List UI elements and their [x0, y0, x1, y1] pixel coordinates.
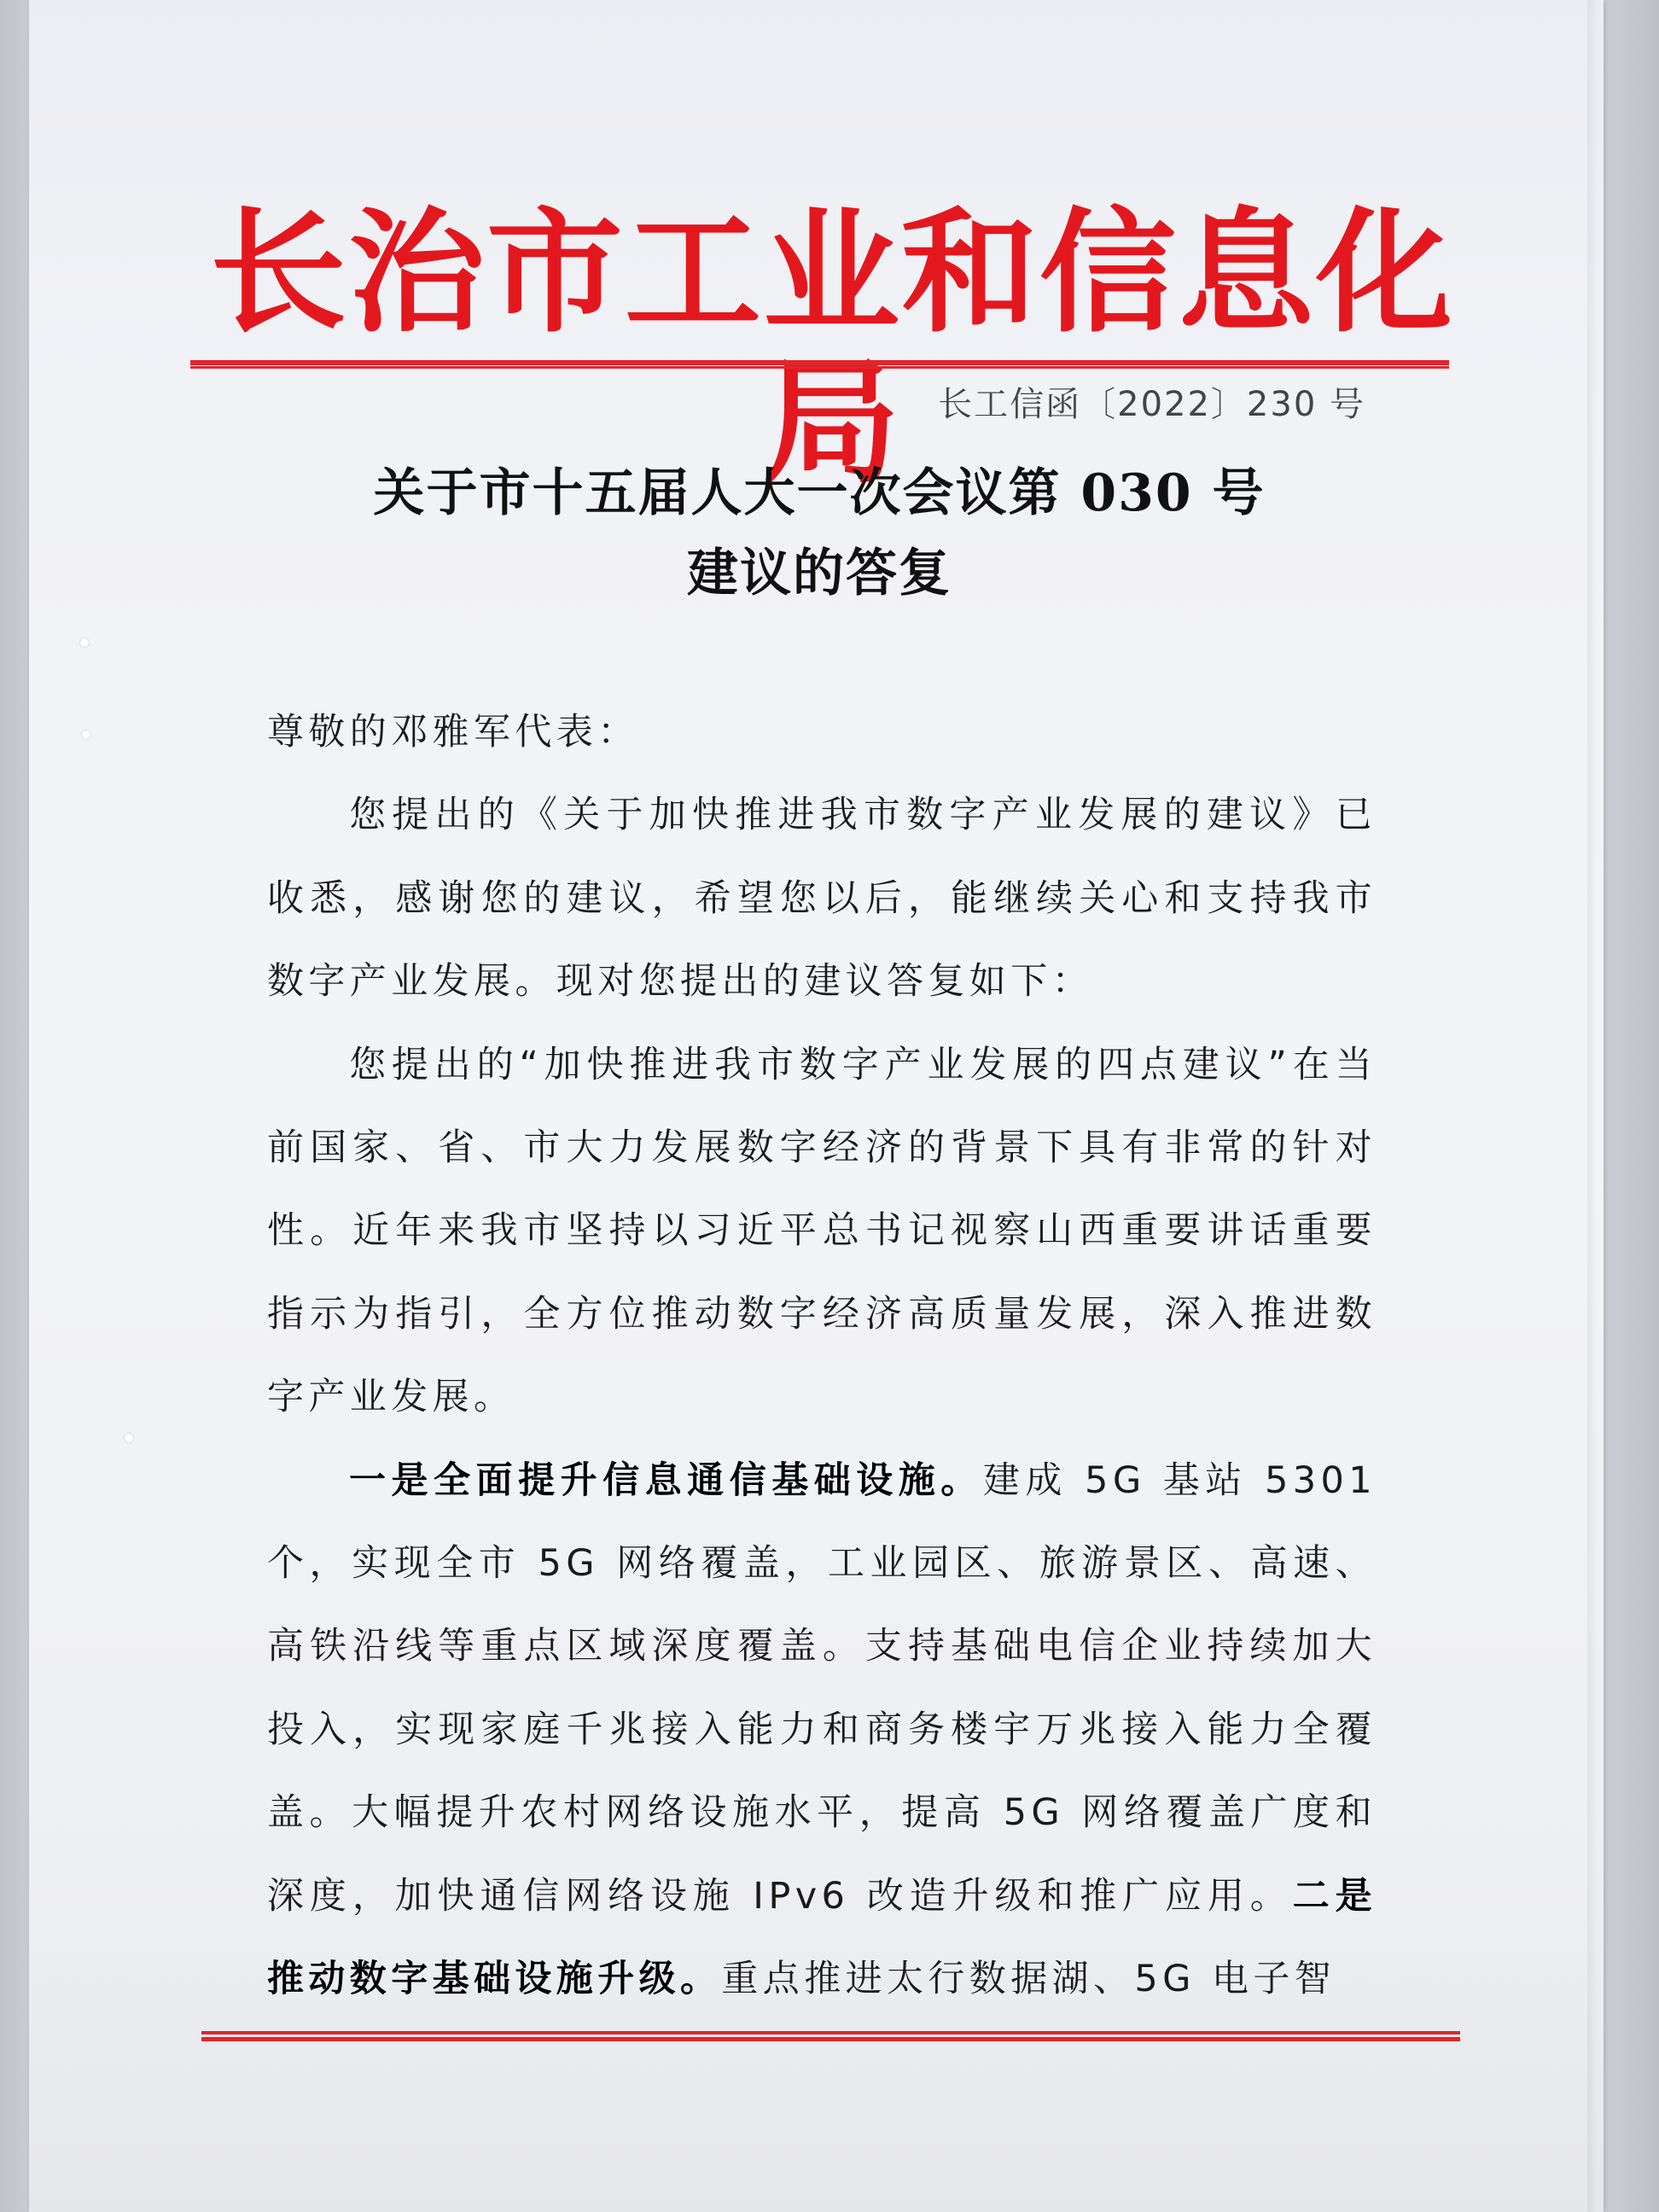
document-title-line1: 关于市十五届人大一次会议第 030 号: [373, 463, 1266, 523]
letterhead-red-rule: [190, 360, 1449, 369]
punch-hole-mark: [82, 731, 90, 739]
punch-hole-mark: [80, 638, 89, 647]
document-title-line2: 建议的答复: [687, 544, 952, 603]
document-number: 长工信函〔2022〕230 号: [938, 385, 1365, 424]
paragraph-2: 您提出的“加快推进我市数字产业发展的四点建议”在当前国家、省、市大力发展数字经济的背景下具有非常的针对性。近年来我市坚持以习近平总书记视察山西重要讲话重要指示为指引，全方位推动数字经济高质量发展，深入推进数字产业发展。: [267, 1043, 1377, 1419]
salutation: 尊敬的邓雅军代表：: [267, 711, 639, 754]
page-edge-shadow: [1587, 0, 1598, 2212]
paragraph-3: [267, 1440, 1377, 2022]
footer-red-rule: [201, 2031, 1460, 2041]
punch-hole-mark: [125, 1434, 133, 1442]
letterhead-org-name: 长治市工业和信息化局: [209, 194, 1454, 502]
paragraph-3-text-2: 重点推进太行数据湖、5G 电子智: [721, 1958, 1336, 2001]
paragraph-3-heading-2: 二是推动数字基础设施升级。: [267, 1874, 1377, 2001]
paragraph-3-text: 建成 5G 基站 5301 个，实现全市 5G 网络覆盖，工业园区、旅游景区、高速、高铁沿线等重点区域深度覆盖。支持基础电信企业持续加大投入，实现家庭千兆接入能力和商务楼宇万兆接入能力全覆盖。大幅提升农村网络设施水平，提高 5G 网络覆盖广度和深度，加快通信网络设施 IPv6 改造升级和推广应用。: [267, 1458, 1377, 1918]
document-body: [267, 691, 1377, 2022]
paragraph-3-heading: 一是全面提升信息通信基础设施。: [349, 1458, 983, 1502]
paragraph-1: 您提出的《关于加快推进我市数字产业发展的建议》已收悉，感谢您的建议，希望您以后，能继续关心和支持我市数字产业发展。现对您提出的建议答复如下：: [267, 794, 1377, 1004]
